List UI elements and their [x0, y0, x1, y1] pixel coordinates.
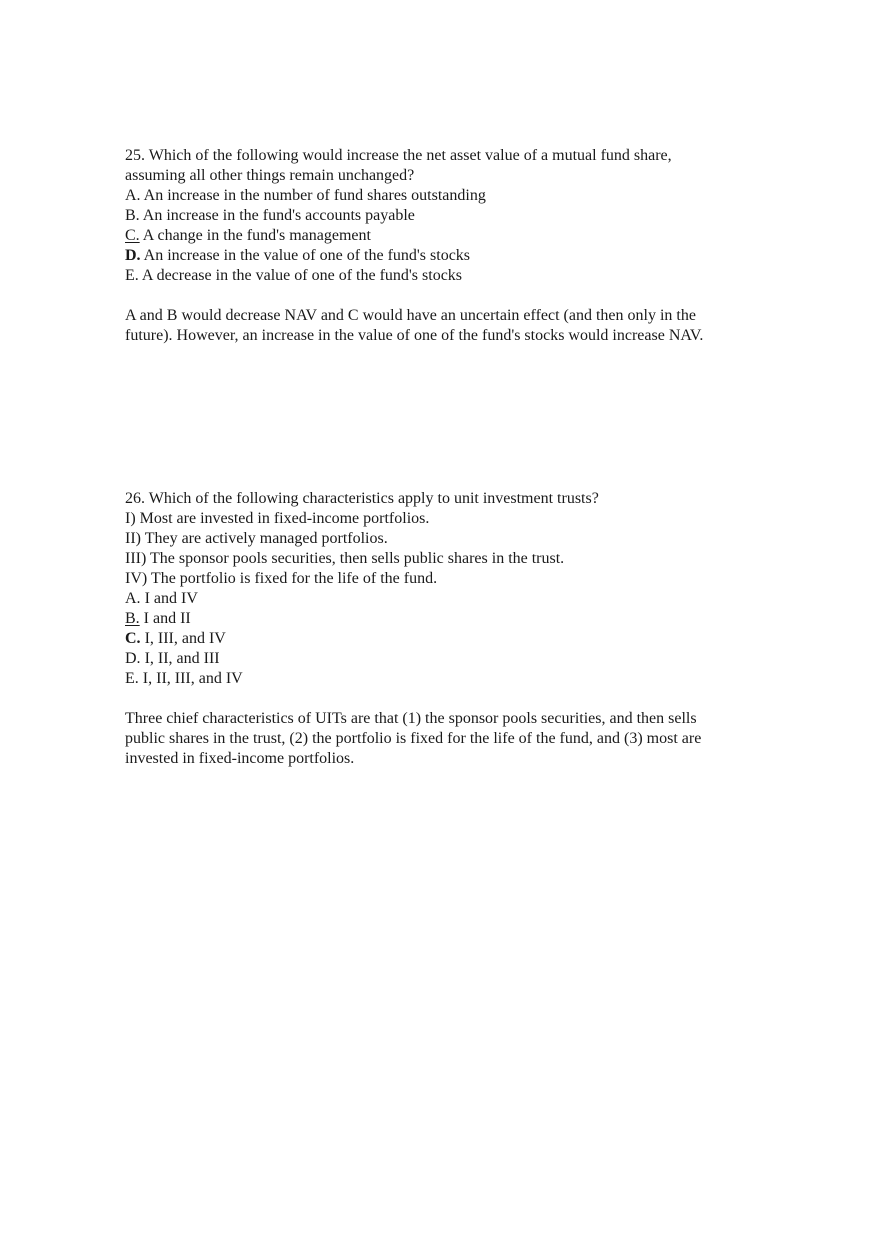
option-letter: D. [125, 650, 141, 667]
question-stem: 25. Which of the following would increase the net asset value of a mutual fund share, [125, 147, 672, 164]
statement-ii: II) They are actively managed portfolios. [125, 530, 388, 547]
answer-option-d [125, 649, 765, 669]
option-text: An increase in the number of fund shares outstanding [140, 187, 486, 204]
question-26 [125, 489, 765, 769]
option-text: A decrease in the value of one of the fund's stocks [138, 267, 463, 284]
statement-iii: III) The sponsor pools securities, then sells public shares in the trust. [125, 550, 565, 567]
answer-option-e [125, 669, 765, 689]
option-letter: A. [125, 187, 141, 204]
explanation [125, 709, 765, 769]
explanation-line: future). However, an increase in the value of one of the fund's stocks would increase NAV. [125, 327, 704, 344]
explanation-line: invested in fixed-income portfolios. [125, 750, 355, 767]
option-text: An increase in the value of one of the fund's stocks [140, 247, 471, 264]
answer-option-c-correct [125, 629, 765, 649]
question-25 [125, 146, 765, 346]
explanation-line: Three chief characteristics of UITs are that (1) the sponsor pools securities, and then sells [125, 710, 697, 727]
question-stem: 26. Which of the following characteristics apply to unit investment trusts? [125, 490, 599, 507]
option-letter: E. [125, 267, 139, 284]
option-text: I, II, and III [140, 650, 220, 667]
option-text: I and IV [140, 590, 198, 607]
answer-option-c [125, 226, 765, 246]
option-letter-underlined: B. [125, 610, 140, 627]
answer-option-a [125, 186, 765, 206]
option-letter-underlined: C. [125, 227, 140, 244]
question-stem-continued: assuming all other things remain unchanged? [125, 167, 415, 184]
option-text: An increase in the fund's accounts payable [139, 207, 415, 224]
explanation [125, 306, 765, 346]
option-text: I, II, III, and IV [138, 670, 243, 687]
explanation-line: public shares in the trust, (2) the portfolio is fixed for the life of the fund, and (3) most are [125, 730, 702, 747]
answer-option-d-correct [125, 246, 765, 266]
option-letter: E. [125, 670, 139, 687]
option-letter-correct: D. [125, 247, 141, 264]
statement-iv: IV) The portfolio is fixed for the life of the fund. [125, 570, 438, 587]
answer-option-b [125, 206, 765, 226]
option-text: I, III, and IV [140, 630, 226, 647]
option-letter: A. [125, 590, 141, 607]
option-text: A change in the fund's management [139, 227, 371, 244]
statement-i: I) Most are invested in fixed-income portfolios. [125, 510, 430, 527]
answer-option-e [125, 266, 765, 286]
answer-option-b [125, 609, 765, 629]
option-letter: B. [125, 207, 140, 224]
option-text: I and II [139, 610, 191, 627]
explanation-line: A and B would decrease NAV and C would have an uncertain effect (and then only in the [125, 307, 696, 324]
option-letter-correct: C. [125, 630, 141, 647]
answer-option-a [125, 589, 765, 609]
